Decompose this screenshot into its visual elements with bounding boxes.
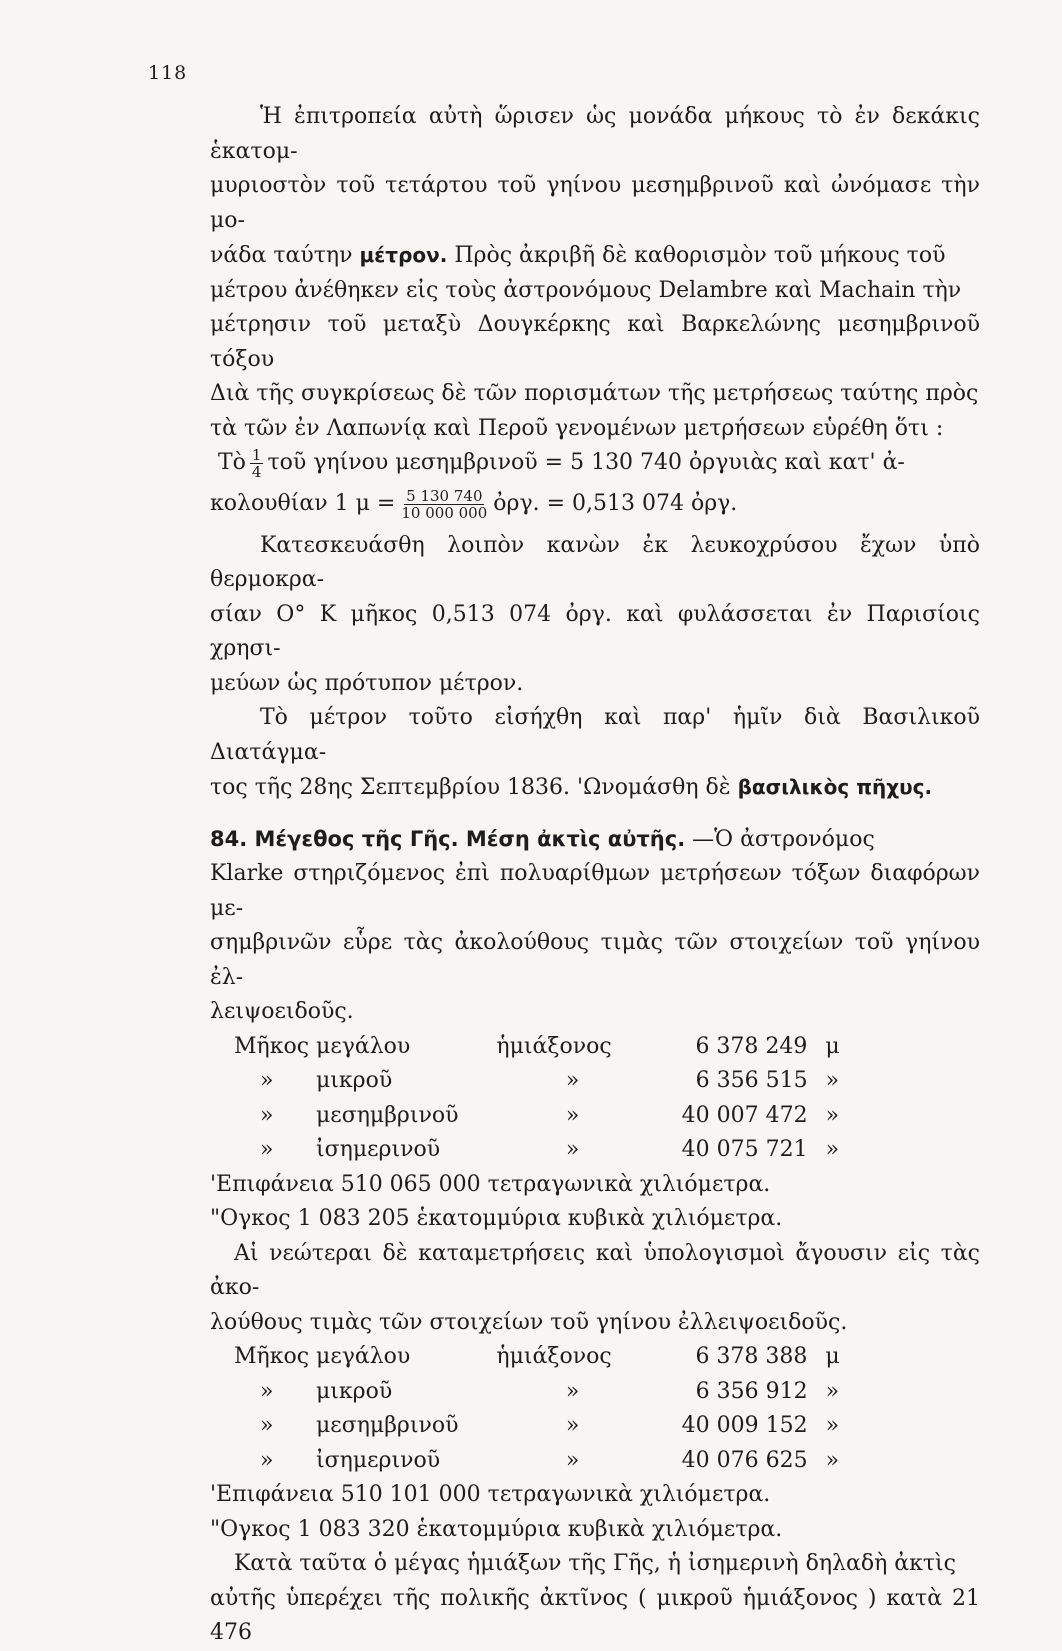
table-row xyxy=(234,1340,874,1375)
cell-value: 40 076 625 xyxy=(681,1447,808,1473)
formula-rest: ὀργ. = 0,513 074 ὀργ. xyxy=(493,491,738,517)
page-number: 118 xyxy=(148,62,188,84)
cell-kind: » xyxy=(565,1378,580,1404)
spacer xyxy=(210,806,980,822)
cell-unit: » xyxy=(825,1137,840,1162)
text-line: Klarke στηριζόμενος ἐπὶ πολυαρίθμων μετρήσεων τόξων διαφόρων με- xyxy=(210,861,980,921)
cell-unit: » xyxy=(825,1068,840,1093)
cell-kind: » xyxy=(565,1102,580,1128)
formula-metre-value xyxy=(210,481,980,529)
table-row xyxy=(234,1375,874,1410)
surface-line: 'Επιφάνεια 510 065 000 τετραγωνικὰ χιλιόμετρα. xyxy=(210,1171,771,1197)
term-vasilikos-pichys: βασιλικὸς πῆχυς. xyxy=(737,775,933,799)
text-line xyxy=(210,770,980,806)
cell-label-text: ἰσημερινοῦ xyxy=(316,1137,441,1162)
text-line: σημβρινῶν εὗρε τὰς ἀκολούθους τιμὰς τῶν στοιχείων τοῦ γηίνου ἐλ- xyxy=(210,930,980,990)
table-row xyxy=(234,1030,874,1065)
cell-unit: » xyxy=(825,1413,840,1438)
fraction-numerator: 5 130 740 xyxy=(406,487,483,505)
cell-label: Μῆκος μεγάλου xyxy=(234,1344,411,1369)
cell-unit: » xyxy=(825,1447,840,1473)
cell-label xyxy=(234,1444,496,1479)
cell-unit: μ xyxy=(825,1344,840,1369)
section-heading-line xyxy=(210,822,980,858)
table-row xyxy=(234,1064,874,1099)
page-body xyxy=(210,100,980,1651)
cell-value: 6 378 388 xyxy=(695,1344,808,1369)
cell-value: 40 007 472 xyxy=(681,1102,808,1128)
fraction-one-quarter xyxy=(250,447,264,480)
table-row xyxy=(234,1409,874,1444)
ditto-mark: » xyxy=(260,1068,274,1093)
cell-kind: » xyxy=(565,1068,580,1093)
fraction-numerator: 1 xyxy=(251,445,262,464)
text-line: μυριοστὸν τοῦ τετάρτου τοῦ γηίνου μεσημβρινοῦ καὶ ὠνόμασε τὴν μο- xyxy=(210,173,980,233)
text-span: νάδα ταύτην xyxy=(210,243,353,268)
paragraph-newer-measurements xyxy=(210,1237,980,1341)
table-row xyxy=(234,1444,874,1479)
cell-label-text: ἰσημερινοῦ xyxy=(316,1447,441,1473)
formula-rest: τοῦ γηίνου μεσημβρινοῦ = 5 130 740 ὀργυιὰς καὶ κατ' ἀ- xyxy=(267,450,905,475)
cell-label-text: μεσημβρινοῦ xyxy=(316,1413,459,1438)
text-line: Ἡ ἐπιτροπεία αὐτὴ ὥρισεν ὡς μονάδα μήκους τὸ ἐν δεκάκις ἑκατομ- xyxy=(210,104,980,164)
text-line: αὐτῆς ὑπερέχει τῆς πολικῆς ἀκτῖνος ( μικροῦ ἡμιάξονος ) κατὰ 21 476 xyxy=(210,1585,980,1645)
cell-value: 6 356 515 xyxy=(695,1068,808,1093)
cell-kind: » xyxy=(565,1447,580,1473)
fraction-denominator: 4 xyxy=(251,462,262,481)
cell-unit: μ xyxy=(825,1033,840,1059)
section-84 xyxy=(210,822,980,1030)
text-line: σίαν O° K μῆκος 0,513 074 ὀργ. καὶ φυλάσσεται ἐν Παρισίοις χρησι- xyxy=(210,601,980,661)
text-line: Κατὰ ταῦτα ὁ μέγας ἡμιάξων τῆς Γῆς, ἡ ἰσημερινὴ δηλαδὴ ἀκτὶς xyxy=(234,1551,956,1576)
cell-label xyxy=(234,1099,496,1134)
text-span: τος τῆς 28ης Σεπτεμβρίου 1836. 'Ωνομάσθη δὲ xyxy=(210,775,731,800)
text-line: Αἱ νεώτεραι δὲ καταμετρήσεις καὶ ὑπολογισμοὶ ἄγουσιν εἰς τὰς ἀκο- xyxy=(210,1240,980,1300)
text-line xyxy=(210,238,980,274)
surface-line: 'Επιφάνεια 510 101 000 τετραγωνικὰ χιλιόμετρα. xyxy=(210,1482,771,1507)
volume-line: "Ογκος 1 083 205 ἑκατομμύρια κυβικὰ χιλιόμετρα. xyxy=(210,1206,783,1231)
ditto-mark: » xyxy=(260,1102,274,1128)
table-row xyxy=(234,1099,874,1134)
paragraph-royal-decree xyxy=(210,701,980,806)
text-span: —Ὁ ἀστρονόμος xyxy=(692,826,875,852)
cell-label xyxy=(234,1133,496,1168)
cell-label-text: μεσημβρινοῦ xyxy=(316,1102,459,1128)
text-line: λειψοειδοῦς. xyxy=(210,999,354,1024)
text-line: μέτρου ἀνέθηκεν εἰς τοὺς ἀστρονόμους Delambre καὶ Machain τὴν xyxy=(210,277,962,303)
text-span: Πρὸς ἀκριβῆ δὲ καθορισμὸν τοῦ μήκους τοῦ xyxy=(454,243,946,268)
fraction-denominator: 10 000 000 xyxy=(401,504,488,522)
formula-prefix: Τὸ xyxy=(218,450,246,475)
text-line: μέτρησιν τοῦ μεταξὺ Δουγκέρκης καὶ Βαρκελώνης μεσημβρινοῦ τόξου xyxy=(210,312,980,372)
text-line: μεύων ὡς πρότυπον μέτρον. xyxy=(210,670,524,696)
cell-value: 6 378 249 xyxy=(695,1033,808,1059)
table-klarke-values xyxy=(234,1030,874,1168)
cell-value: 40 075 721 xyxy=(681,1137,808,1162)
cell-value: 6 356 912 xyxy=(695,1378,808,1404)
ditto-mark: » xyxy=(260,1447,274,1473)
ditto-mark: » xyxy=(260,1413,274,1438)
cell-label-text: μικροῦ xyxy=(316,1068,393,1093)
cell-value: 40 009 152 xyxy=(681,1413,808,1438)
text-line: Τὸ μέτρον τοῦτο εἰσήχθη καὶ παρ' ἡμῖν διὰ Βασιλικοῦ Διατάγμα- xyxy=(210,705,980,765)
paragraph-conclusion xyxy=(210,1547,980,1651)
term-metron: μέτρον. xyxy=(359,243,448,267)
cell-kind: » xyxy=(565,1137,580,1162)
cell-unit: » xyxy=(825,1378,840,1404)
text-line: Διὰ τῆς συγκρίσεως δὲ τῶν πορισμάτων τῆς μετρήσεως ταύτης πρὸς xyxy=(210,381,979,406)
cell-unit: » xyxy=(825,1102,840,1128)
volume-line: "Ογκος 1 083 320 ἑκατομμύρια κυβικὰ χιλιόμετρα. xyxy=(210,1516,783,1542)
cell-label-text: μικροῦ xyxy=(316,1378,393,1404)
section-heading: 84. Μέγεθος τῆς Γῆς. Μέση ἀκτὶς αὐτῆς. xyxy=(210,826,686,851)
ditto-mark: » xyxy=(260,1137,274,1162)
cell-label xyxy=(234,1409,496,1444)
paragraph-platinum-rod xyxy=(210,529,980,702)
formula-quarter-meridian xyxy=(210,446,980,481)
paragraph-metre-definition xyxy=(210,100,980,446)
table-newer-values xyxy=(234,1340,874,1478)
ditto-mark: » xyxy=(260,1378,274,1404)
text-line: τὰ τῶν ἐν Λαπωνίᾳ καὶ Περοῦ γενομένων μετρήσεων εὑρέθη ὅτι : xyxy=(210,415,944,441)
table-row xyxy=(234,1133,874,1168)
text-line: λούθους τιμὰς τῶν στοιχείων τοῦ γηίνου ἐλλειψοειδοῦς. xyxy=(210,1309,848,1335)
fraction-ratio xyxy=(399,488,489,521)
cell-kind: ἡμιάξονος xyxy=(496,1033,612,1059)
cell-label xyxy=(234,1064,496,1099)
text-line: Κατεσκευάσθη λοιπὸν κανὼν ἐκ λευκοχρύσου ἔχων ὑπὸ θερμοκρα- xyxy=(210,532,980,592)
formula-prefix: κολουθίαν 1 μ = xyxy=(210,491,396,517)
cell-label xyxy=(234,1375,496,1410)
cell-kind: » xyxy=(565,1413,580,1438)
cell-kind: ἡμιάξονος xyxy=(496,1344,612,1369)
cell-label: Μῆκος μεγάλου xyxy=(234,1033,411,1059)
